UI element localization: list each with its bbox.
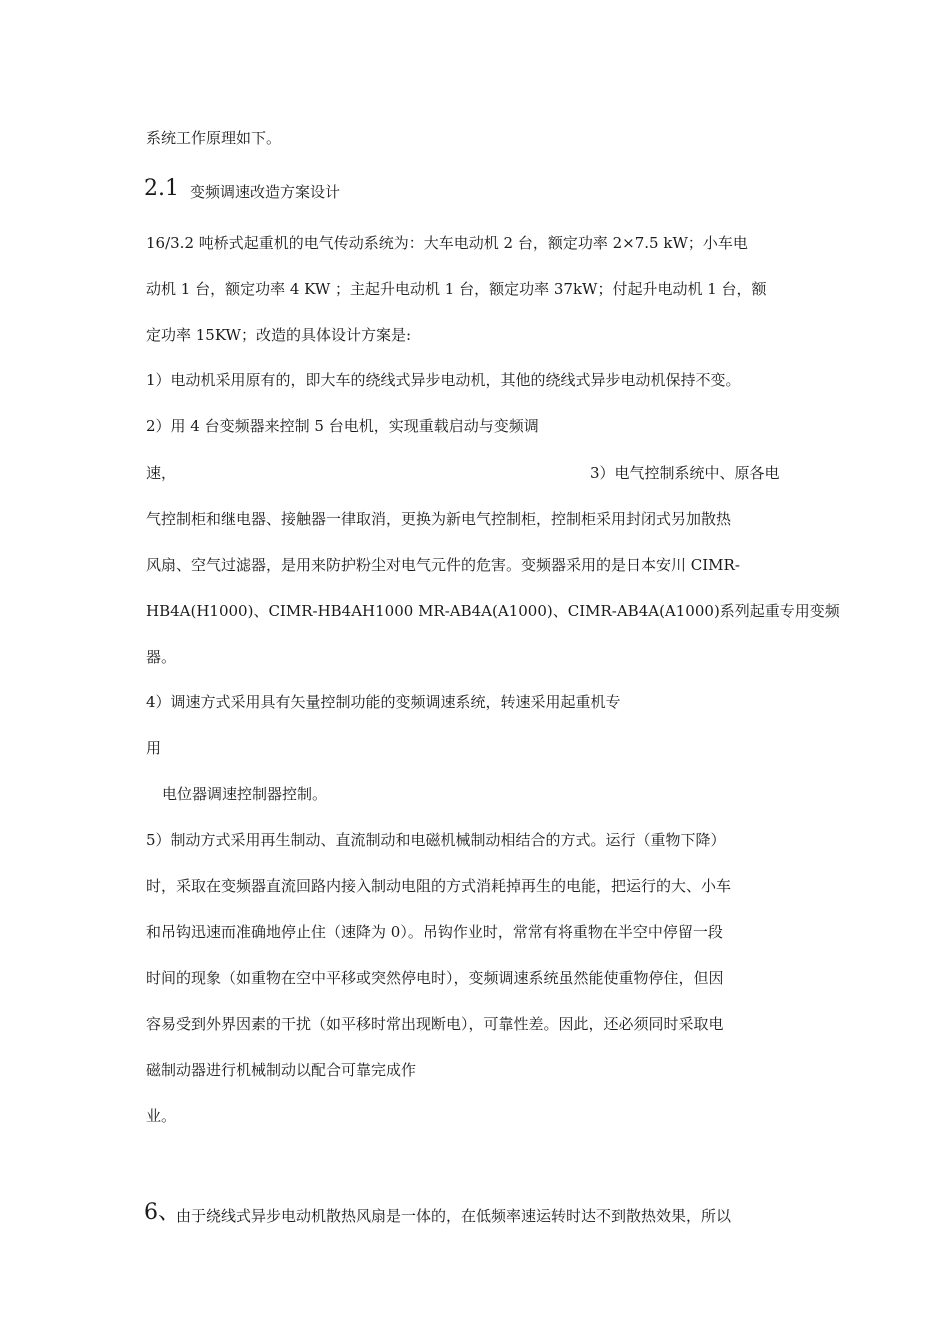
paragraph-line: 业。 xyxy=(146,1107,177,1125)
list-item-6: 由于绕线式异步电动机散热风扇是一体的，在低频率速运转时达不到散热效果，所以 xyxy=(176,1207,732,1225)
paragraph-line: 时间的现象（如重物在空中平移或突然停电时），变频调速系统虽然能使重物停住，但因 xyxy=(146,969,724,987)
paragraph-line: 速， xyxy=(146,464,177,482)
paragraph-line: HB4A(H1000)、CIMR-HB4AH1000 MR-AB4A(A1000)、CIMR-AB4A(A1000)系列起重专用变频 xyxy=(146,602,840,620)
list-item-6-number: 6、 xyxy=(144,1200,180,1225)
list-item-2: 2）用 4 台变频器来控制 5 台电机，实现重载启动与变频调 xyxy=(146,417,539,435)
paragraph-line: 气控制柜和继电器、接触器一律取消，更换为新电气控制柜，控制柜采用封闭式另加散热 xyxy=(146,510,732,528)
paragraph-line: 系统工作原理如下。 xyxy=(146,129,282,147)
paragraph-line: 用 xyxy=(146,739,162,757)
paragraph-line: 磁制动器进行机械制动以配合可靠完成作 xyxy=(146,1061,417,1079)
paragraph-line: 动机 1 台，额定功率 4 KW ；主起升电动机 1 台，额定功率 37kW；付起升电动机 1 台，额 xyxy=(146,280,767,298)
paragraph-line: 容易受到外界因素的干扰（如平移时常出现断电），可靠性差。因此，还必须同时采取电 xyxy=(146,1015,724,1033)
paragraph-line: 定功率 15KW；改造的具体设计方案是: xyxy=(146,326,411,344)
paragraph-line: 时，采取在变频器直流回路内接入制动电阻的方式消耗掉再生的电能，把运行的大、小车 xyxy=(146,877,732,895)
list-item-1: 1）电动机采用原有的，即大车的绕线式异步电动机，其他的绕线式异步电动机保持不变。 xyxy=(146,371,741,389)
paragraph-line: 风扇、空气过滤器，是用来防护粉尘对电气元件的危害。变频器采用的是日本安川 CIMR- xyxy=(146,556,740,574)
paragraph-line: 和吊钩迅速而准确地停止住（速降为 0）。吊钩作业时，常常有将重物在半空中停留一段 xyxy=(146,923,723,941)
section-number: 2.1 xyxy=(144,176,179,201)
list-item-3: 3）电气控制系统中、原各电 xyxy=(590,464,780,482)
paragraph-line: 16/3.2 吨桥式起重机的电气传动系统为：大车电动机 2 台，额定功率 2×7.5 kW；小车电 xyxy=(146,234,748,252)
paragraph-line: 器。 xyxy=(146,648,177,666)
list-item-5: 5）制动方式采用再生制动、直流制动和电磁机械制动相结合的方式。运行（重物下降） xyxy=(146,831,726,849)
section-title: 变频调速改造方案设计 xyxy=(190,183,341,201)
list-item-4: 4）调速方式采用具有矢量控制功能的变频调速系统，转速采用起重机专 xyxy=(146,693,621,711)
paragraph-line: 电位器调速控制器控制。 xyxy=(162,785,328,803)
